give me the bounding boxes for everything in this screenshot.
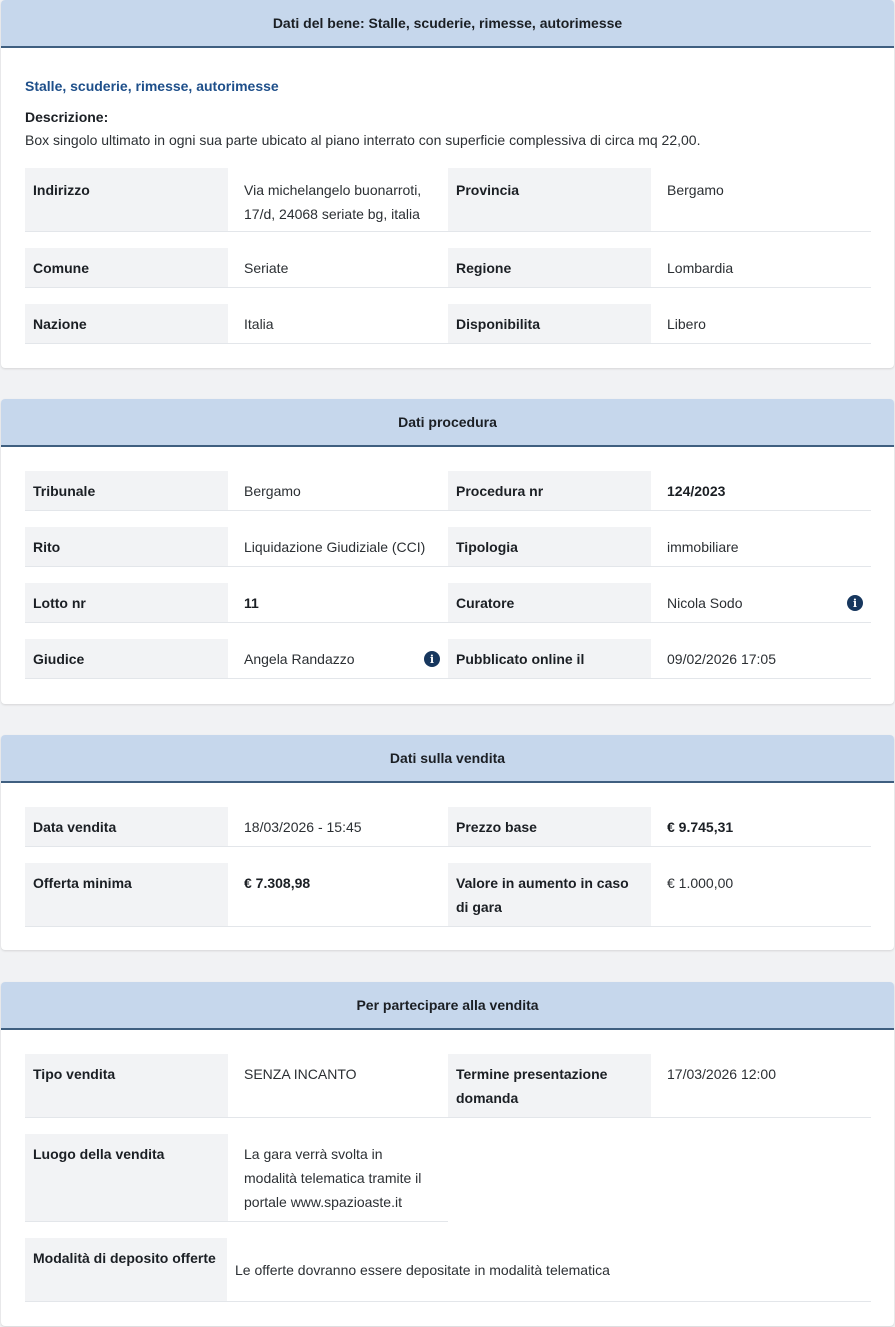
value-tipologia: immobiliare	[651, 527, 870, 566]
value-comune: Seriate	[228, 248, 448, 287]
label-lotto-nr: Lotto nr	[25, 583, 228, 622]
card-dati-bene	[1, 0, 894, 368]
value-curatore: Nicola Sodo	[667, 595, 743, 611]
label-regione: Regione	[448, 248, 651, 287]
label-curatore: Curatore	[448, 583, 651, 622]
value-disponibilita: Libero	[651, 304, 870, 343]
label-disponibilita: Disponibilita	[448, 304, 651, 343]
info-row-tipo-vendita	[25, 1054, 871, 1118]
info-row-indirizzo	[25, 168, 871, 232]
value-lotto-nr: 11	[228, 583, 448, 622]
label-provincia: Provincia	[448, 168, 651, 231]
label-indirizzo: Indirizzo	[25, 168, 228, 231]
info-row-rito	[25, 527, 871, 567]
card-header: Per partecipare alla vendita	[1, 982, 894, 1030]
value-pubblicato: 09/02/2026 17:05	[651, 639, 870, 678]
label-tribunale: Tribunale	[25, 471, 228, 510]
description-text: Box singolo ultimato in ogni sua parte ubicato al piano interrato con superficie complessiva di circa mq 22,00.	[25, 132, 701, 148]
curatore-cell	[651, 583, 870, 622]
value-offerta-minima: € 7.308,98	[228, 863, 448, 926]
label-valore-aumento: Valore in aumento in caso di gara	[448, 863, 651, 926]
value-valore-aumento: € 1.000,00	[651, 863, 870, 926]
value-luogo: La gara verrà svolta in modalità telematica tramite il portale www.spazioaste.it	[228, 1134, 448, 1221]
value-termine: 17/03/2026 12:00	[651, 1054, 870, 1117]
label-nazione: Nazione	[25, 304, 228, 343]
info-icon[interactable]: i	[847, 595, 863, 611]
card-header: Dati sulla vendita	[1, 735, 894, 783]
card-dati-vendita	[1, 735, 894, 950]
value-data-vendita: 18/03/2026 - 15:45	[228, 807, 448, 846]
info-row-offerta-minima	[25, 863, 871, 927]
description-label: Descrizione:	[25, 109, 109, 125]
value-nazione: Italia	[228, 304, 448, 343]
label-comune: Comune	[25, 248, 228, 287]
value-tribunale: Bergamo	[228, 471, 448, 510]
label-prezzo-base: Prezzo base	[448, 807, 651, 846]
label-giudice: Giudice	[25, 639, 228, 678]
card-header: Dati procedura	[1, 399, 894, 447]
info-row-tribunale	[25, 471, 871, 511]
label-procedura-nr: Procedura nr	[448, 471, 651, 510]
card-header: Dati del bene: Stalle, scuderie, rimesse, autorimesse	[1, 0, 894, 48]
label-offerta-minima: Offerta minima	[25, 863, 228, 926]
value-giudice: Angela Randazzo	[244, 651, 355, 667]
label-tipo-vendita: Tipo vendita	[25, 1054, 228, 1117]
label-pubblicato: Pubblicato online il	[448, 639, 651, 678]
info-row-giudice	[25, 639, 871, 679]
label-tipologia: Tipologia	[448, 527, 651, 566]
card-dati-procedura	[1, 399, 894, 704]
value-rito: Liquidazione Giudiziale (CCI)	[228, 527, 448, 566]
category-title: Stalle, scuderie, rimesse, autorimesse	[25, 78, 279, 94]
value-tipo-vendita: SENZA INCANTO	[228, 1054, 448, 1117]
info-row-lotto	[25, 583, 871, 623]
info-row-data-vendita	[25, 807, 871, 847]
info-icon[interactable]: i	[424, 651, 440, 667]
value-prezzo-base: € 9.745,31	[651, 807, 870, 846]
value-regione: Lombardia	[651, 248, 870, 287]
label-data-vendita: Data vendita	[25, 807, 228, 846]
value-deposito: Le offerte dovranno essere depositate in modalità telematica	[227, 1238, 871, 1301]
value-procedura-nr: 124/2023	[651, 471, 870, 510]
label-luogo: Luogo della vendita	[25, 1134, 228, 1221]
label-rito: Rito	[25, 527, 228, 566]
info-row-luogo	[25, 1134, 448, 1222]
value-provincia: Bergamo	[651, 168, 870, 231]
card-partecipare	[1, 982, 894, 1326]
info-row-deposito	[25, 1238, 871, 1302]
label-termine: Termine presentazione domanda	[448, 1054, 651, 1117]
info-row-nazione	[25, 304, 871, 344]
value-indirizzo: Via michelangelo buonarroti, 17/d, 24068 seriate bg, italia	[228, 168, 448, 231]
label-deposito: Modalità di deposito offerte	[25, 1238, 227, 1301]
info-row-comune	[25, 248, 871, 288]
giudice-cell	[228, 639, 448, 678]
